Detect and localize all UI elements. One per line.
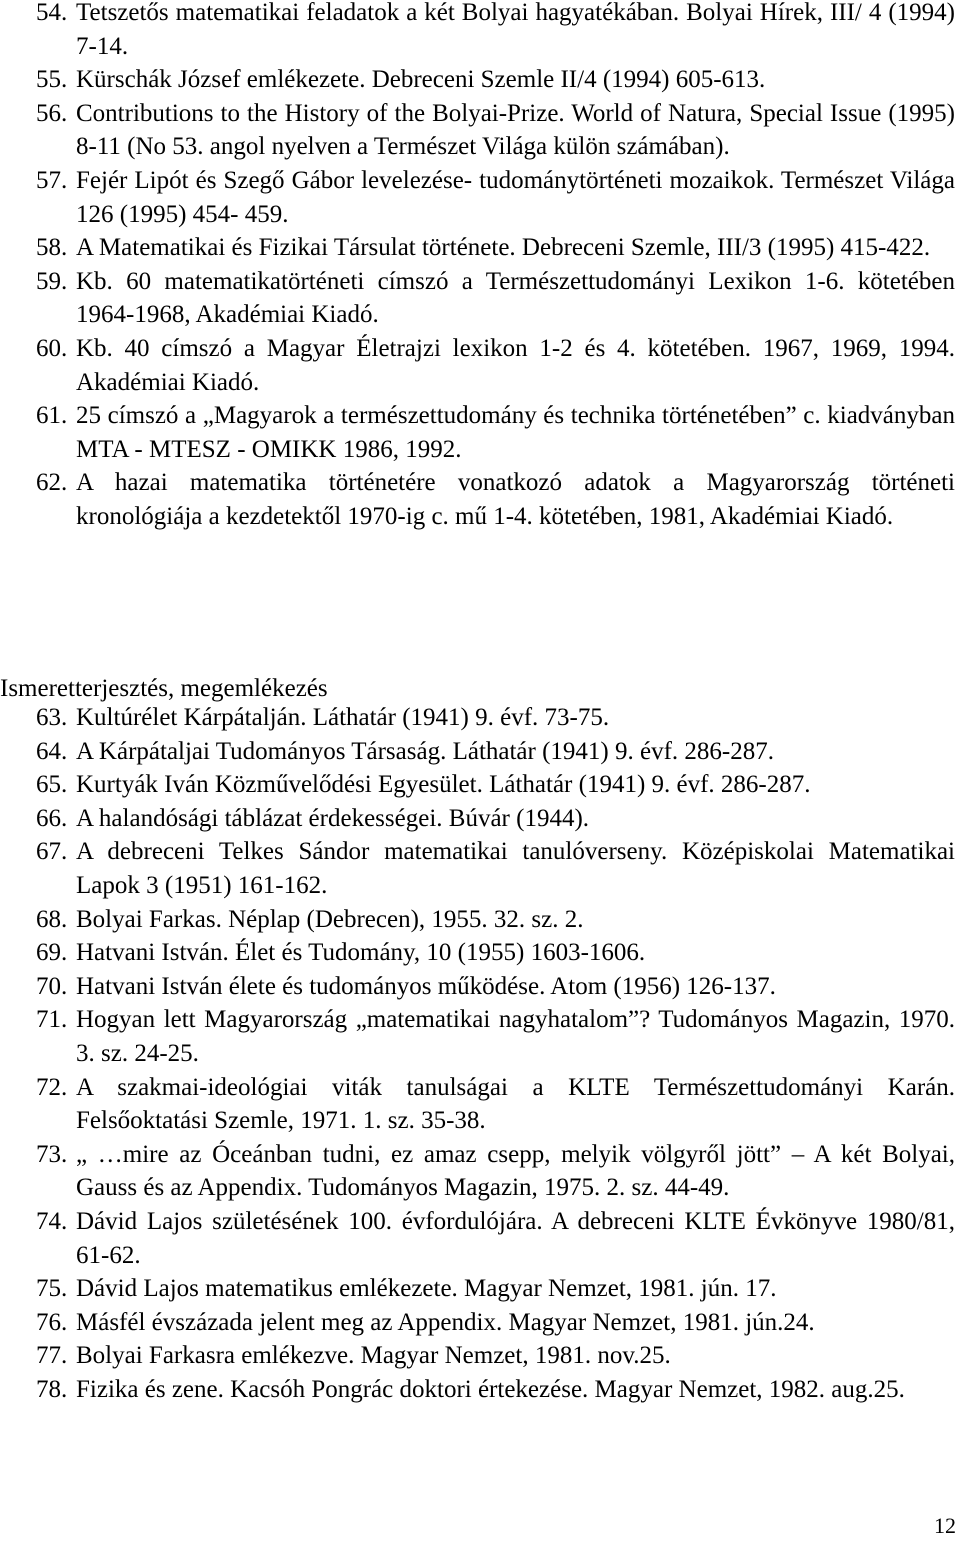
list-item bbox=[36, 1306, 955, 1340]
item-number: 59. bbox=[36, 267, 68, 295]
item-number: 69. bbox=[36, 939, 68, 967]
item-text: Contributions to the History of the Bolyai-Prize. World of Natura, Special Issue (1995) 8-11 (No 53. angol nyelven a Természet Világa külön számában). bbox=[76, 99, 955, 161]
item-text: Fizika és zene. Kacsóh Pongrác doktori értekezése. Magyar Nemzet, 1982. aug.25. bbox=[76, 1375, 905, 1403]
page-number: 12 bbox=[934, 1513, 956, 1538]
list-item bbox=[36, 231, 955, 265]
list-item bbox=[36, 701, 955, 735]
list-item bbox=[36, 164, 955, 231]
list-item bbox=[36, 0, 955, 63]
item-text: Hatvani István élete és tudományos működése. Atom (1956) 126-137. bbox=[76, 972, 776, 1000]
item-text: 25 címszó a „Magyarok a természettudomány és technika történetében” c. kiadványban MTA - MTESZ - OMIKK 1986, 1992. bbox=[76, 402, 955, 463]
item-number: 54. bbox=[36, 0, 68, 26]
item-text: Dávid Lajos születésének 100. évfordulójára. A debreceni KLTE Évkönyve 1980/81, 61-62. bbox=[76, 1207, 955, 1269]
item-text: A Kárpátaljai Tudományos Társaság. Láthatár (1941) 9. évf. 286-287. bbox=[76, 737, 774, 765]
item-text: Hogyan lett Magyarország „matematikai nagyhatalom”? Tudományos Magazin, 1970. 3. sz. 24-25. bbox=[76, 1006, 955, 1067]
item-number: 67. bbox=[36, 838, 68, 866]
item-number: 68. bbox=[36, 905, 68, 933]
list-item bbox=[36, 1138, 955, 1205]
list-item bbox=[36, 936, 955, 970]
item-number: 56. bbox=[36, 99, 68, 127]
item-text: Hatvani István. Élet és Tudomány, 10 (1955) 1603-1606. bbox=[76, 939, 646, 967]
item-number: 73. bbox=[36, 1140, 68, 1168]
item-text: Kb. 60 matematikatörténeti címszó a Természettudományi Lexikon 1-6. kötetében 1964-1968, Akadémiai Kiadó. bbox=[76, 267, 955, 329]
item-number: 76. bbox=[36, 1308, 68, 1336]
item-number: 61. bbox=[36, 402, 68, 430]
item-text: „ …mire az Óceánban tudni, ez amaz csepp, melyik völgyről jött” – A két Bolyai, Gauss és az Appendix. Tudományos Magazin, 1975. 2. sz. 44-49. bbox=[76, 1140, 955, 1202]
section-heading: Ismeretterjesztés, megemlékezés bbox=[0, 675, 328, 702]
item-text: Bolyai Farkas. Néplap (Debrecen), 1955. 32. sz. 2. bbox=[76, 905, 584, 933]
list-item bbox=[36, 1003, 955, 1070]
list-item bbox=[36, 399, 955, 466]
item-number: 57. bbox=[36, 166, 68, 194]
item-number: 77. bbox=[36, 1342, 68, 1370]
list-item bbox=[36, 265, 955, 332]
list-item bbox=[36, 332, 955, 399]
list-item bbox=[36, 97, 955, 164]
item-number: 58. bbox=[36, 234, 68, 262]
item-number: 55. bbox=[36, 66, 68, 94]
item-number: 65. bbox=[36, 771, 68, 799]
item-text: A halandósági táblázat érdekességei. Búvár (1944). bbox=[76, 804, 590, 832]
item-text: Bolyai Farkasra emlékezve. Magyar Nemzet, 1981. nov.25. bbox=[76, 1342, 671, 1370]
item-text: A debreceni Telkes Sándor matematikai tanulóverseny. Középiskolai Matematikai Lapok 3 (1951) 161-162. bbox=[76, 838, 955, 899]
list-item bbox=[36, 768, 955, 802]
publication-list-part-2 bbox=[36, 701, 955, 1406]
list-item bbox=[36, 835, 955, 902]
item-number: 62. bbox=[36, 469, 68, 497]
item-text: Dávid Lajos matematikus emlékezete. Magyar Nemzet, 1981. jún. 17. bbox=[76, 1275, 777, 1303]
list-item bbox=[36, 1272, 955, 1306]
list-item bbox=[36, 1205, 955, 1272]
list-item bbox=[36, 970, 955, 1004]
item-text: A hazai matematika történetére vonatkozó adatok a Magyarország történeti kronológiája a kezdetektől 1970-ig c. mű 1-4. kötetében, 1981, Akadémiai Kiadó. bbox=[76, 469, 955, 530]
item-number: 66. bbox=[36, 804, 68, 832]
item-text: Másfél évszázada jelent meg az Appendix. Magyar Nemzet, 1981. jún.24. bbox=[76, 1308, 815, 1336]
item-text: Fejér Lipót és Szegő Gábor levelezése- tudománytörténeti mozaikok. Természet Világa 126 (1995) 454- 459. bbox=[76, 166, 955, 228]
item-text: Kb. 40 címszó a Magyar Életrajzi lexikon 1-2 és 4. kötetében. 1967, 1969, 1994. Akadémiai Kiadó. bbox=[76, 334, 955, 396]
list-item bbox=[36, 1339, 955, 1373]
item-text: Kultúrélet Kárpátalján. Láthatár (1941) 9. évf. 73-75. bbox=[76, 704, 610, 731]
list-item bbox=[36, 903, 955, 937]
list-item bbox=[36, 1373, 955, 1407]
list-item bbox=[36, 735, 955, 769]
item-text: Kürschák József emlékezete. Debreceni Szemle II/4 (1994) 605-613. bbox=[76, 66, 766, 94]
item-text: A Matematikai és Fizikai Társulat története. Debreceni Szemle, III/3 (1995) 415-422. bbox=[76, 234, 931, 262]
item-number: 74. bbox=[36, 1207, 68, 1235]
list-item bbox=[36, 466, 955, 533]
item-number: 78. bbox=[36, 1375, 68, 1403]
list-item bbox=[36, 1071, 955, 1138]
item-text: Kurtyák Iván Közművelődési Egyesület. Láthatár (1941) 9. évf. 286-287. bbox=[76, 771, 811, 799]
item-number: 64. bbox=[36, 737, 68, 765]
list-item bbox=[36, 63, 955, 97]
item-number: 71. bbox=[36, 1006, 68, 1034]
publication-list-part-1 bbox=[36, 0, 955, 534]
item-number: 75. bbox=[36, 1275, 68, 1303]
item-text: A szakmai-ideológiai viták tanulságai a KLTE Természettudományi Karán. Felsőoktatási Szemle, 1971. 1. sz. 35-38. bbox=[76, 1073, 955, 1135]
item-number: 70. bbox=[36, 972, 68, 1000]
item-number: 60. bbox=[36, 334, 68, 362]
item-number: 63. bbox=[36, 704, 68, 731]
item-text: Tetszetős matematikai feladatok a két Bolyai hagyatékában. Bolyai Hírek, III/ 4 (1994) 7-14. bbox=[76, 0, 955, 60]
item-number: 72. bbox=[36, 1073, 68, 1101]
list-item bbox=[36, 802, 955, 836]
